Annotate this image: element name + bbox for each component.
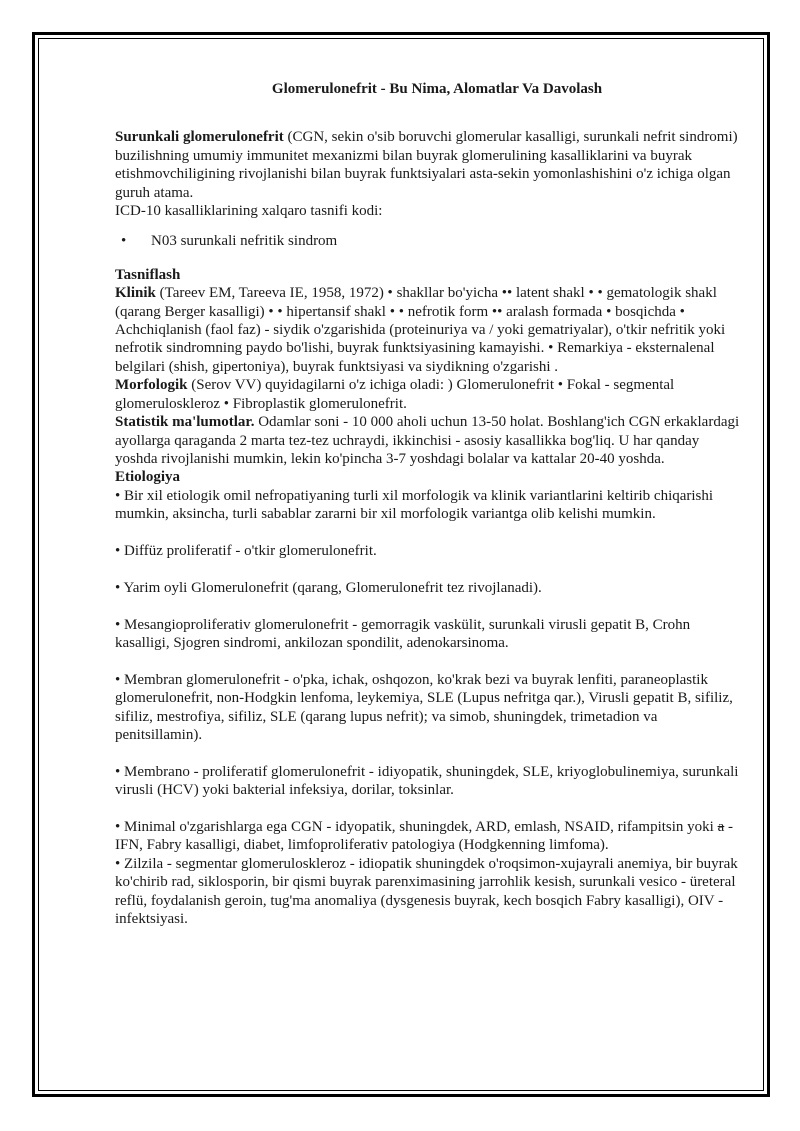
etiology-paragraph: • Yarim oyli Glomerulonefrit (qarang, Glomerulonefrit tez rivojlanadi). — [115, 579, 542, 596]
struck-text: a — [717, 818, 725, 835]
statistics-text: Odamlar soni - 10 000 aholi uchun 13-50 holat. Boshlang'ich CGN erkaklardagi ayollarga qaraganda 2 marta tez-tez uchraydi, ikkinchisi - asosiy kasallikka bog'liq. U har qanday yoshda rivojlanishi mumkin, lekin ko'pincha 3-7 yoshdagi bolalar va kattalar 20-40 yoshda. — [115, 414, 740, 467]
document-body — [115, 80, 745, 928]
icd-line: ICD-10 kasalliklarining xalqaro tasnifi kodi: — [115, 203, 383, 220]
etiology-paragraph: • Zilzila - segmentar glomeruloskleroz - idiopatik shuningdek o'roqsimon-xujayrali anemiya, bir buyrak ko'chirib rad, siklosporin, bir qismi buyrak parenximasining jarrohlik kesish, surunkali vesico - üreteral reflü, foydalanish geroin, tug'ma anomaliya (dysgenesis buyrak, kech bosqich Fabry kasalligi), OIV - infektsiyasi. — [115, 855, 738, 927]
classification-heading: Tasniflash — [115, 266, 181, 283]
etiology-paragraph: • Diffüz proliferatif - o'tkir glomerulonefrit. — [115, 542, 377, 559]
etiology-paragraph: • Mesangioproliferativ glomerulonefrit - gemorragik vaskülit, surunkali virusli gepatit B, Crohn kasalligi, Sjogren sindromi, ankilozan spondilit, adenokarsinoma. — [115, 616, 691, 651]
etiology-paragraph — [115, 818, 745, 855]
document-title: Glomerulonefrit - Bu Nima, Alomatlar Va Davolash — [271, 81, 603, 97]
statistics-label: Statistik ma'lumotlar. — [115, 414, 255, 431]
etiology-heading: Etiologiya — [115, 469, 181, 486]
clinical-paragraph — [115, 284, 745, 376]
etiology-paragraph: • Bir xil etiologik omil nefropatiyaning turli xil morfologik va klinik variantlarini keltirib chiqarishi mumkin, aksincha, turli sabablar zararni bir xil morfologik variantga olib kelishi mumkin. — [115, 487, 714, 523]
morphology-label: Morfologik — [115, 377, 188, 394]
intro-text: (CGN, sekin o'sib boruvchi glomerular kasalligi, surunkali nefrit sindromi) buzilishning umumiy immunitet mexanizmi bilan buyrak glomerulining kasalliklarini va buyrak etishmovchiligining rivojlanishi bilan buyrak funktsiyalari asta-sekin yomonlashishini o'z ichiga olgan guruh atama. — [115, 129, 738, 201]
etiology-paragraph: • Membran glomerulonefrit - o'pka, ichak, oshqozon, ko'krak bezi va buyrak lenfiti, paraneoplastik glomerulonefrit, non-Hodgkin lenfoma, leykemiya, SLE (Lupus nefritga qar.), Virusli gepatit B, sifiliz, sifiliz, mestrofiya, sifiliz, SLE (qarang lupus nefrit); va simob, shuningdek, trimetadion va penitsillamin). — [115, 671, 733, 743]
morphology-text: (Serov VV) quyidagilarni o'z ichiga oladi: ) Glomerulonefrit • Fokal - segmental glomeruloskleroz • Fibroplastik glomerulonefrit. — [115, 377, 675, 412]
clinical-text: (Tareev EM, Tareeva IE, 1958, 1972) • shakllar bo'yicha •• latent shakl • • gematologik shakl (qarang Berger kasalligi) • • hipertansif shakl • • nefrotik form •• aralash formada • bosqichda • Achchiqlanish (faol faz) - siydik o'zgarishida (proteinuriya va / yoki gematriyalar), o'tkir nefritik yoki nefrotik sindromning paydo bo'lishi, buyrak funktsiyasining kamayishi. • Remarkiya - eksternalenal belgilari (shish, gipertoniya), buyrak funktsiyasi va siydikning o'zgarishi . — [115, 285, 726, 375]
statistics-paragraph — [115, 413, 745, 468]
etiology-text: - IFN, Fabry kasalligi, diabet, limfoproliferativ patologiya (Hodgkenning limfoma). — [115, 818, 734, 854]
etiology-paragraph: • Membrano - proliferatif glomerulonefrit - idiyopatik, shuningdek, SLE, kriyoglobulinemiya, surunkali virusli (HCV) yoki bakterial infeksiya, dorilar, toksinlar. — [115, 763, 739, 799]
morphology-paragraph — [115, 376, 745, 413]
list-item: • N03 surunkali nefritik sindrom — [115, 232, 745, 250]
etiology-text: • Minimal o'zgarishlarga ega CGN - idyopatik, shuningdek, ARD, emlash, NSAID, rifampitsin yoki — [115, 818, 718, 835]
intro-paragraph — [115, 128, 745, 202]
clinical-label: Klinik — [115, 285, 156, 302]
intro-term: Surunkali glomerulonefrit — [115, 129, 284, 146]
icd-code-list — [115, 232, 745, 250]
